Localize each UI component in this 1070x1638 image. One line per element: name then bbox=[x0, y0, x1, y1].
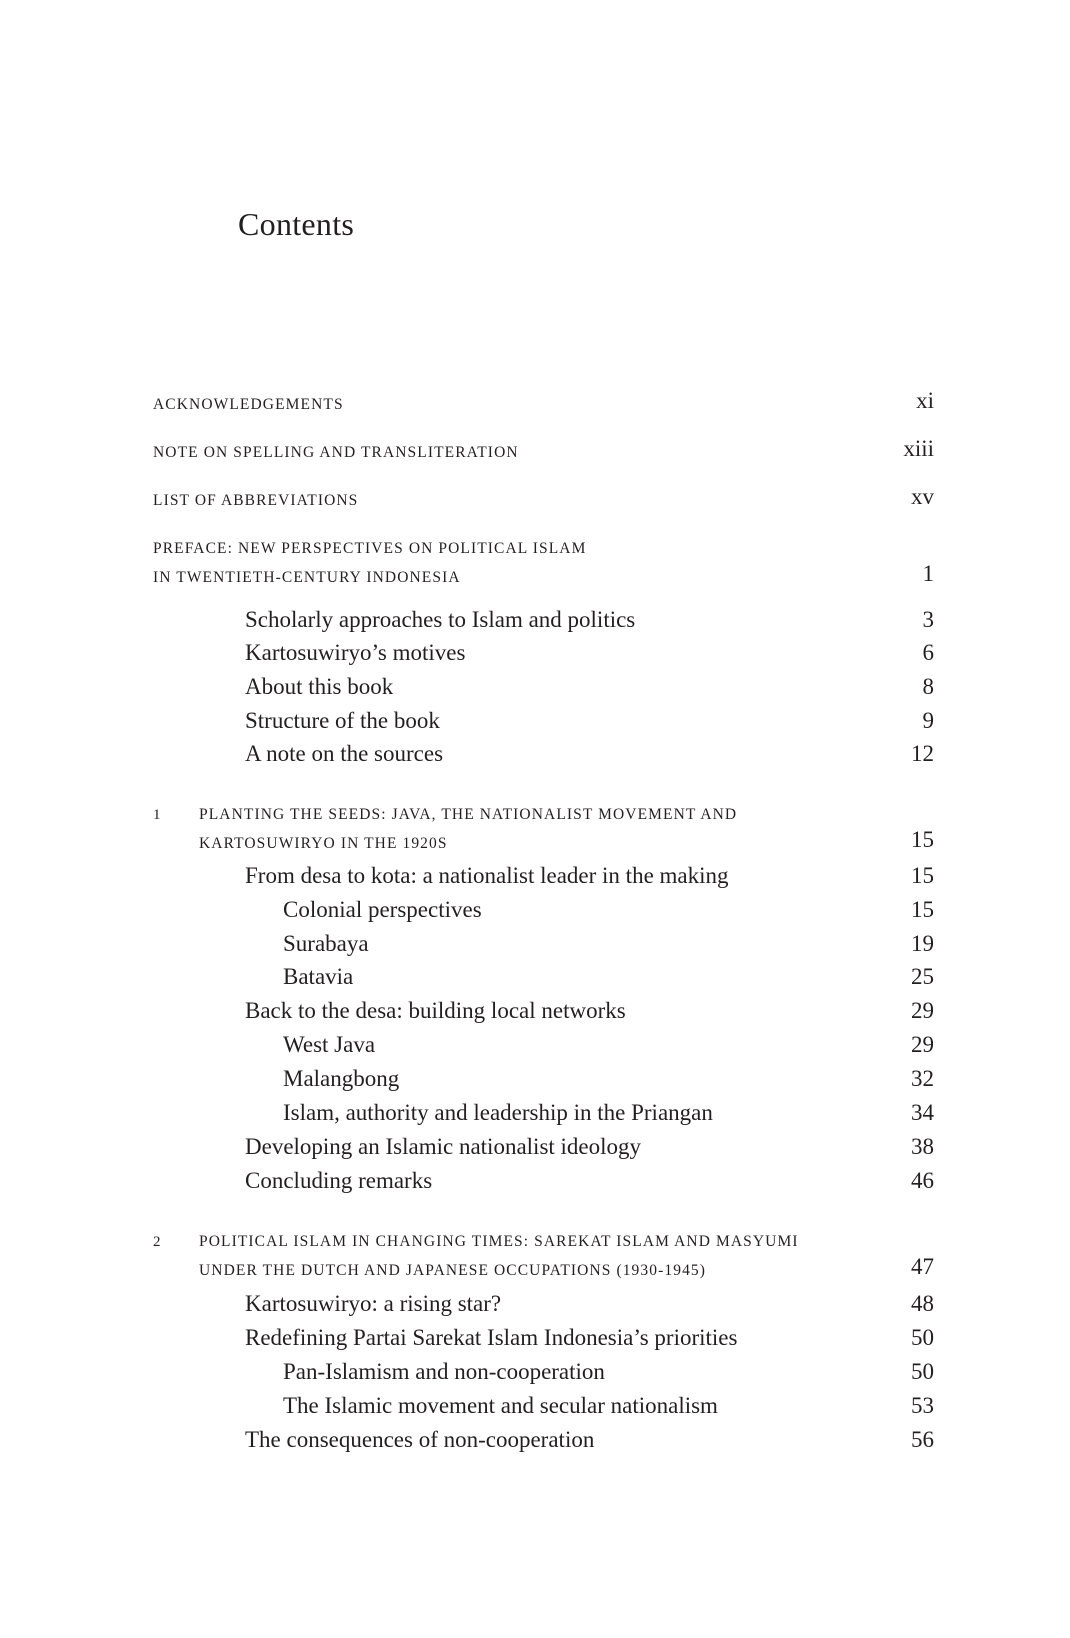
toc-section-page: 15 bbox=[911, 863, 934, 888]
toc-section-page: 38 bbox=[911, 1134, 934, 1159]
toc-section-label: A note on the sources bbox=[245, 741, 444, 766]
toc-section[interactable] bbox=[0, 741, 1070, 775]
toc-section[interactable] bbox=[0, 998, 1070, 1032]
toc-subsection-page: 29 bbox=[911, 1032, 934, 1057]
toc-section[interactable] bbox=[0, 1427, 1070, 1461]
toc-subsection[interactable] bbox=[0, 1393, 1070, 1427]
toc-chapter-page: 47 bbox=[911, 1254, 934, 1279]
toc-subsection[interactable] bbox=[0, 964, 1070, 998]
toc-subsection[interactable] bbox=[0, 897, 1070, 931]
toc-section[interactable] bbox=[0, 1134, 1070, 1168]
toc-chapter-page: 15 bbox=[911, 827, 934, 852]
toc-section-page: 9 bbox=[922, 708, 934, 733]
toc-subsection-page: 34 bbox=[911, 1100, 934, 1125]
toc-subsection-label: Surabaya bbox=[283, 931, 369, 956]
chapter-number: 2 bbox=[153, 1234, 161, 1250]
toc-chapter-1-line2[interactable] bbox=[0, 829, 1070, 863]
toc-subsection-label: The Islamic movement and secular nationalism bbox=[283, 1393, 718, 1418]
toc-subsection[interactable] bbox=[0, 1066, 1070, 1100]
toc-section-page: 56 bbox=[911, 1427, 934, 1452]
toc-entry-page: 1 bbox=[922, 561, 934, 586]
toc-entry-preface-line2[interactable] bbox=[0, 563, 1070, 597]
toc-subsection-page: 19 bbox=[911, 931, 934, 956]
toc-subsection-page: 53 bbox=[911, 1393, 934, 1418]
toc-chapter-title-line1: PLANTING THE SEEDS: JAVA, THE NATIONALIST MOVEMENT AND bbox=[199, 806, 738, 823]
toc-subsection-label: Batavia bbox=[283, 964, 354, 989]
toc-section-page: 6 bbox=[922, 640, 934, 665]
toc-subsection[interactable] bbox=[0, 1359, 1070, 1393]
toc-chapter-title-line1: POLITICAL ISLAM IN CHANGING TIMES: SAREKAT ISLAM AND MASYUMI bbox=[199, 1233, 799, 1250]
toc-chapter-2-line2[interactable] bbox=[0, 1256, 1070, 1290]
toc-entry-page: xiii bbox=[903, 436, 934, 461]
toc-section[interactable] bbox=[0, 1325, 1070, 1359]
toc-section-label: The consequences of non-cooperation bbox=[245, 1427, 595, 1452]
toc-section-label: From desa to kota: a nationalist leader in the making bbox=[245, 863, 729, 888]
toc-subsection-page: 50 bbox=[911, 1359, 934, 1384]
toc-section-page: 29 bbox=[911, 998, 934, 1023]
toc-entry-label: NOTE ON SPELLING AND TRANSLITERATION bbox=[153, 444, 519, 461]
toc-section-label: Structure of the book bbox=[245, 708, 440, 733]
toc-subsection[interactable] bbox=[0, 1100, 1070, 1134]
toc-section-page: 48 bbox=[911, 1291, 934, 1316]
toc-subsection-label: Islam, authority and leadership in the Priangan bbox=[283, 1100, 713, 1125]
toc-entry-label: ACKNOWLEDGEMENTS bbox=[153, 396, 344, 413]
toc-subsection-page: 15 bbox=[911, 897, 934, 922]
toc-subsection-label: Pan-Islamism and non-cooperation bbox=[283, 1359, 605, 1384]
toc-entry-acknowledgements[interactable] bbox=[0, 390, 1070, 424]
toc-subsection-label: Malangbong bbox=[283, 1066, 400, 1091]
toc-entry-list-of-abbreviations[interactable] bbox=[0, 486, 1070, 520]
toc-subsection-page: 25 bbox=[911, 964, 934, 989]
toc-chapter-title-line2: KARTOSUWIRYO IN THE 1920S bbox=[199, 835, 448, 852]
toc-section[interactable] bbox=[0, 1291, 1070, 1325]
toc-section-label: Developing an Islamic nationalist ideology bbox=[245, 1134, 642, 1159]
toc-subsection[interactable] bbox=[0, 931, 1070, 965]
toc-section[interactable] bbox=[0, 708, 1070, 742]
toc-section[interactable] bbox=[0, 1168, 1070, 1202]
toc-section[interactable] bbox=[0, 607, 1070, 641]
toc-section-label: Kartosuwiryo: a rising star? bbox=[245, 1291, 502, 1316]
toc-section-page: 12 bbox=[911, 741, 934, 766]
toc-subsection[interactable] bbox=[0, 1032, 1070, 1066]
toc-subsection-label: West Java bbox=[283, 1032, 376, 1057]
toc-section-page: 50 bbox=[911, 1325, 934, 1350]
toc-entry-page: xi bbox=[916, 388, 934, 413]
toc-section-page: 3 bbox=[922, 607, 934, 632]
toc-section[interactable] bbox=[0, 640, 1070, 674]
toc-section-label: Scholarly approaches to Islam and politics bbox=[245, 607, 636, 632]
toc-section-page: 8 bbox=[922, 674, 934, 699]
toc-section[interactable] bbox=[0, 674, 1070, 708]
toc-subsection-label: Colonial perspectives bbox=[283, 897, 482, 922]
toc-section-label: Back to the desa: building local networks bbox=[245, 998, 626, 1023]
toc-section-page: 46 bbox=[911, 1168, 934, 1193]
toc-entry-label-line1: PREFACE: NEW PERSPECTIVES ON POLITICAL ISLAM bbox=[153, 540, 587, 557]
toc-entry-note-on-spelling[interactable] bbox=[0, 438, 1070, 472]
toc-entry-label-line2: IN TWENTIETH-CENTURY INDONESIA bbox=[153, 569, 461, 586]
toc-entry-label: LIST OF ABBREVIATIONS bbox=[153, 492, 359, 509]
toc-section-label: About this book bbox=[245, 674, 394, 699]
toc-section-label: Kartosuwiryo’s motives bbox=[245, 640, 466, 665]
chapter-number: 1 bbox=[153, 807, 161, 823]
toc-section[interactable] bbox=[0, 863, 1070, 897]
toc-section-label: Redefining Partai Sarekat Islam Indonesia’s priorities bbox=[245, 1325, 738, 1350]
toc-chapter-title-line2: UNDER THE DUTCH AND JAPANESE OCCUPATIONS (1930-1945) bbox=[199, 1262, 707, 1279]
toc-entry-page: xv bbox=[911, 484, 934, 509]
page-title: Contents bbox=[238, 206, 355, 242]
toc-subsection-page: 32 bbox=[911, 1066, 934, 1091]
toc-section-label: Concluding remarks bbox=[245, 1168, 433, 1193]
